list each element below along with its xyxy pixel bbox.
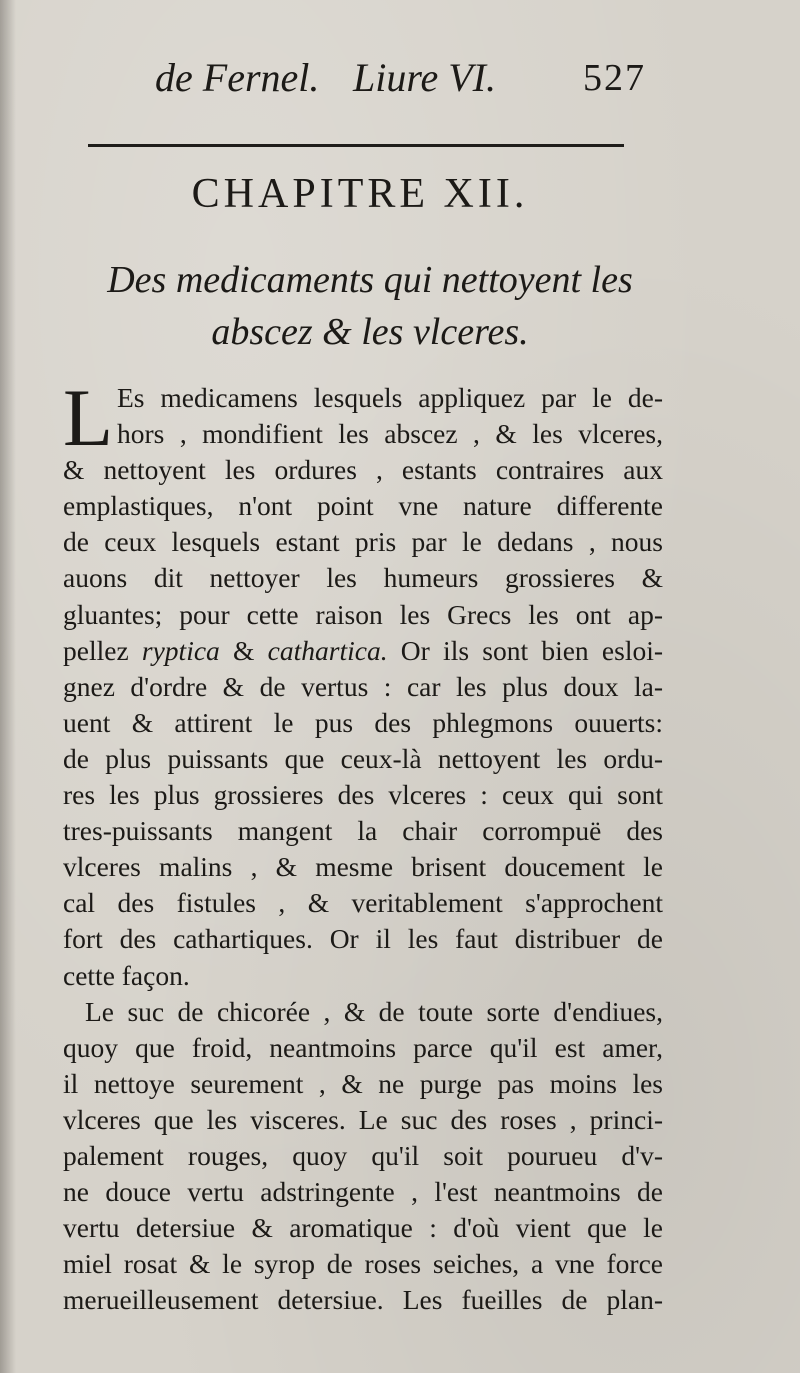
text-line: palement rouges, quoy qu'il soit pourueu d'v- (63, 1139, 663, 1171)
text-run: Or ils sont bien esloi- (387, 634, 664, 666)
running-head-book: Liure VI. (353, 55, 496, 100)
text-line: res les plus grossieres des vlceres : ceux qui sont (63, 779, 663, 811)
text-line: emplastiques, n'ont point vne nature differente (63, 490, 663, 522)
drop-cap: L (63, 372, 114, 463)
text-line: miel rosat & le syrop de roses seiches, a vne force (63, 1248, 663, 1280)
text-line: ne douce vertu adstringente , l'est neantmoins de (63, 1176, 663, 1208)
text-line: quoy que froid, neantmoins parce qu'il est amer, (63, 1031, 663, 1063)
text-line: cette façon. (63, 959, 190, 991)
chapter-subtitle-line-2: abscez & les vlceres. (211, 311, 529, 353)
chapter-title: CHAPITRE XII. (191, 171, 529, 217)
italic-term: ryptica (141, 634, 220, 666)
italic-term: cathartica. (267, 634, 388, 666)
page-gutter-shadow (0, 0, 16, 1373)
text-line: vlceres malins , & mesme brisent doucement le (63, 851, 663, 883)
page-number: 527 (583, 57, 646, 99)
running-head (155, 52, 655, 104)
text-run: pellez (63, 634, 142, 666)
text-line: de ceux lesquels estant pris par le dedans , nous (63, 526, 663, 558)
text-line: & nettoyent les ordures , estants contraires aux (63, 454, 663, 486)
text-line: merueilleusement detersiue. Les fueilles de plan- (63, 1284, 663, 1316)
text-line: hors , mondifient les abscez , & les vlceres, (117, 418, 663, 450)
text-line: vertu detersiue & aromatique : d'où vient que le (63, 1212, 663, 1244)
text-line: uent & attirent le pus des phlegmons ouuerts: (63, 706, 663, 738)
text-line: auons dit nettoyer les humeurs grossieres & (63, 562, 663, 594)
chapter-subtitle-line-1: Des medicaments qui nettoyent les (107, 259, 633, 301)
text-line: de plus puissants que ceux-là nettoyent les ordu- (63, 742, 663, 774)
text-line: fort des cathartiques. Or il les faut distribuer de (63, 923, 663, 955)
text-run: & (219, 634, 268, 666)
text-line: Es medicamens lesquels appliquez par le de- (117, 382, 663, 413)
text-line: il nettoye seurement , & ne purge pas moins les (63, 1067, 663, 1099)
text-line: Le suc de chicorée , & de toute sorte d'endiues, (85, 995, 663, 1027)
text-line: tres-puissants mangent la chair corrompuë des (63, 815, 663, 847)
header-rule (88, 144, 624, 147)
text-line: vlceres que les visceres. Le suc des roses , princi- (63, 1103, 663, 1135)
running-head-author: de Fernel. (155, 55, 320, 100)
text-line: gluantes; pour cette raison les Grecs les ont ap- (63, 598, 663, 630)
text-line (63, 633, 663, 669)
body-text (63, 372, 664, 1318)
text-line: cal des fistules , & veritablement s'approchent (63, 887, 663, 919)
text-line: gnez d'ordre & de vertus : car les plus doux la- (63, 670, 663, 702)
